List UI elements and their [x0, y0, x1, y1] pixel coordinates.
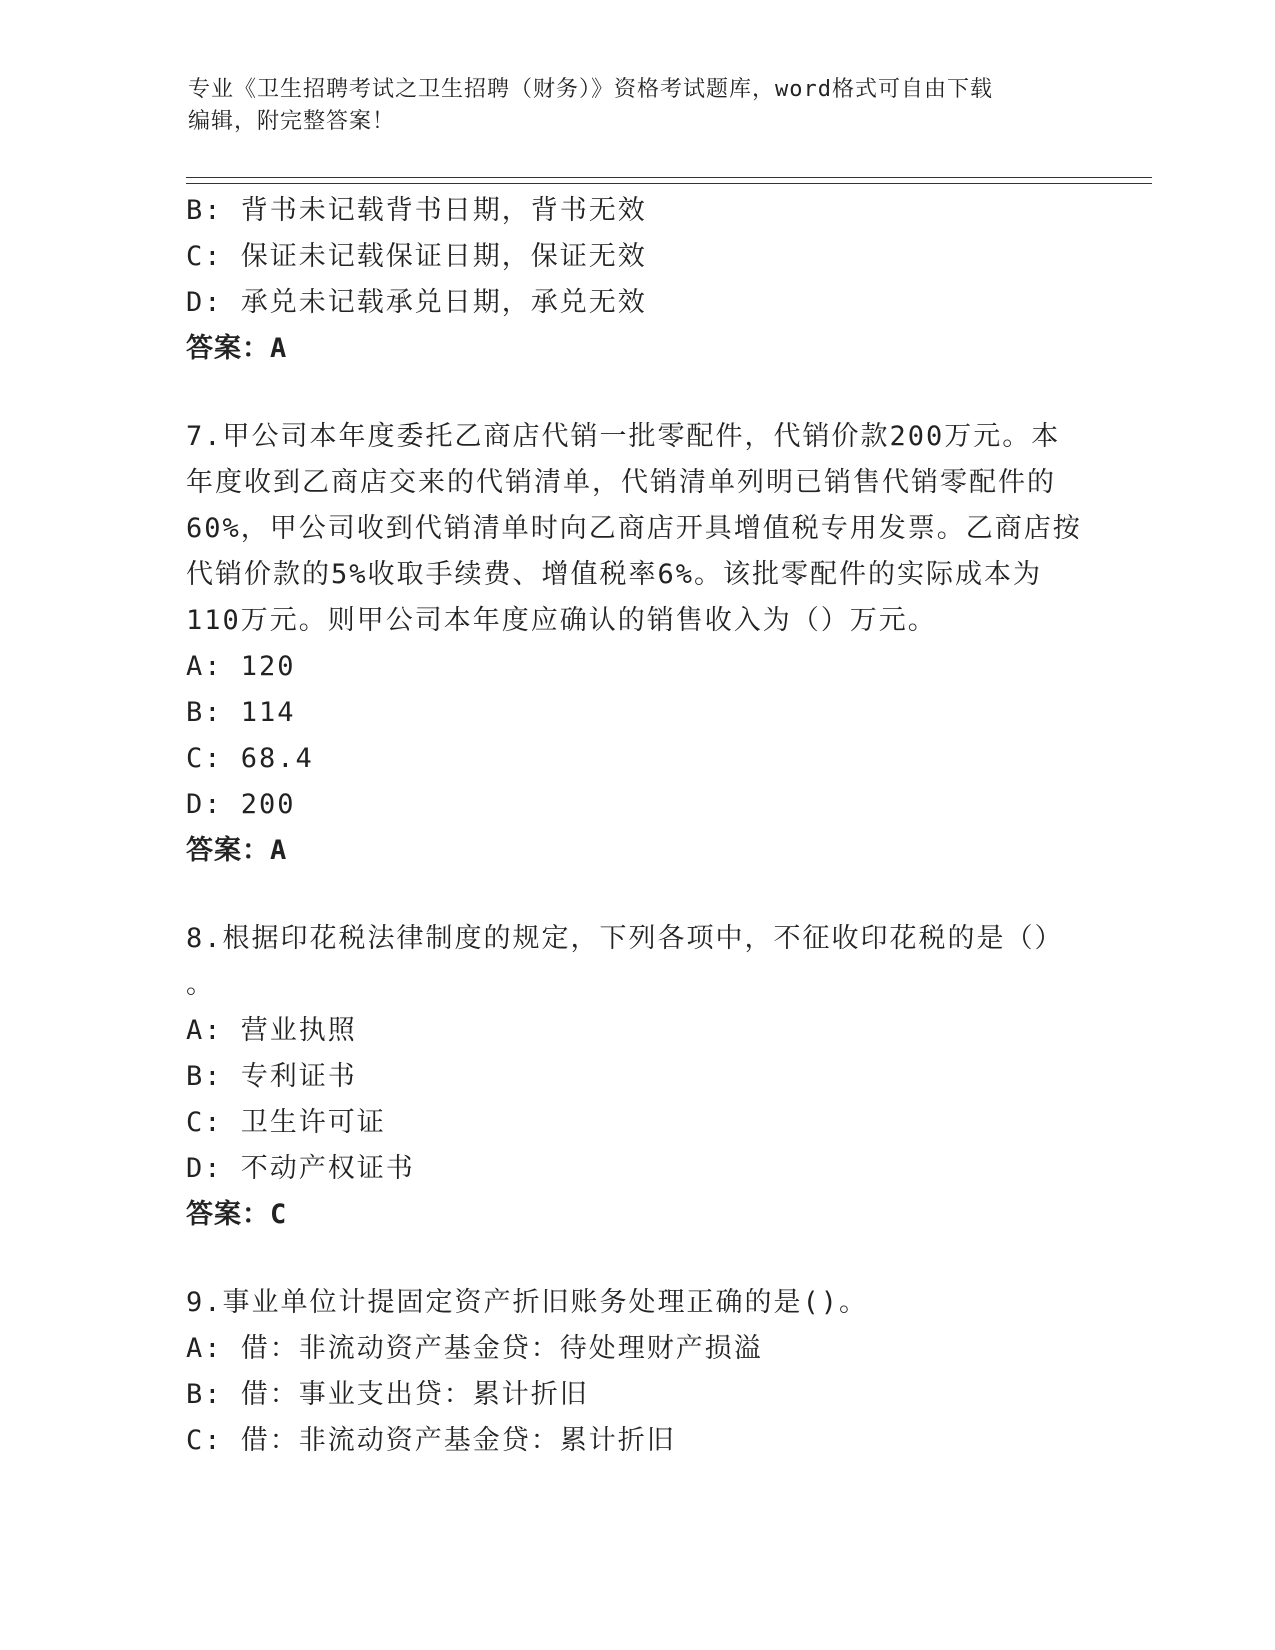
question-text-line: 60%，甲公司收到代销清单时向乙商店开具增值税专用发票。乙商店按	[186, 513, 1082, 544]
header-line-2: 编辑，附完整答案！	[188, 109, 396, 134]
question-text	[186, 916, 1066, 1008]
spacer	[186, 874, 1086, 916]
question-8	[186, 916, 1086, 1238]
option-d: D: 不动产权证书	[186, 1153, 415, 1184]
question-text-line: 110万元。则甲公司本年度应确认的销售收入为（）万元。	[186, 605, 937, 636]
option-c: C: 68.4	[186, 743, 314, 774]
question-text-line: 年度收到乙商店交来的代销清单，代销清单列明已销售代销零配件的	[186, 467, 1056, 498]
question-text-line: 代销价款的5%收取手续费、增值税率6%。该批零配件的实际成本为	[186, 559, 1043, 590]
question-7	[186, 414, 1086, 874]
option-d: D: 200	[186, 789, 296, 820]
option-d: D: 承兑未记载承兑日期，承兑无效	[186, 287, 647, 318]
header-line-1: 专业《卫生招聘考试之卫生招聘（财务）》资格考试题库，word格式可自由下载	[188, 77, 993, 102]
option-a: A: 借：非流动资产基金贷：待处理财产损溢	[186, 1333, 763, 1364]
question-text	[186, 414, 1082, 644]
spacer	[186, 1238, 1086, 1280]
page-header	[188, 74, 1068, 138]
option-c: C: 保证未记载保证日期，保证无效	[186, 241, 647, 272]
option-c: C: 借：非流动资产基金贷：累计折旧	[186, 1425, 676, 1456]
option-b: B: 背书未记载背书日期，背书无效	[186, 195, 647, 226]
answer-label: 答案：C	[186, 1199, 288, 1230]
option-b: B: 专利证书	[186, 1061, 357, 1092]
question-text-line: 。	[186, 969, 215, 1000]
answer-label: 答案：A	[186, 333, 288, 364]
question-text	[186, 1280, 1066, 1326]
question-text-line: 9.事业单位计提固定资产折旧账务处理正确的是()。	[186, 1287, 869, 1318]
spacer	[186, 372, 1086, 414]
option-a: A: 营业执照	[186, 1015, 357, 1046]
answer-label: 答案：A	[186, 835, 288, 866]
question-content	[186, 188, 1086, 1464]
question-text-line: 8.根据印花税法律制度的规定，下列各项中，不征收印花税的是（）	[186, 923, 1064, 954]
question-text-line: 7.甲公司本年度委托乙商店代销一批零配件，代销价款200万元。本	[186, 421, 1061, 452]
option-b: B: 借：事业支出贷：累计折旧	[186, 1379, 589, 1410]
header-rule-top	[186, 177, 1152, 178]
question-9	[186, 1280, 1086, 1464]
option-b: B: 114	[186, 697, 296, 728]
question-6-tail	[186, 188, 1086, 372]
header-rule-bottom	[186, 183, 1152, 184]
option-a: A: 120	[186, 651, 296, 682]
option-c: C: 卫生许可证	[186, 1107, 386, 1138]
